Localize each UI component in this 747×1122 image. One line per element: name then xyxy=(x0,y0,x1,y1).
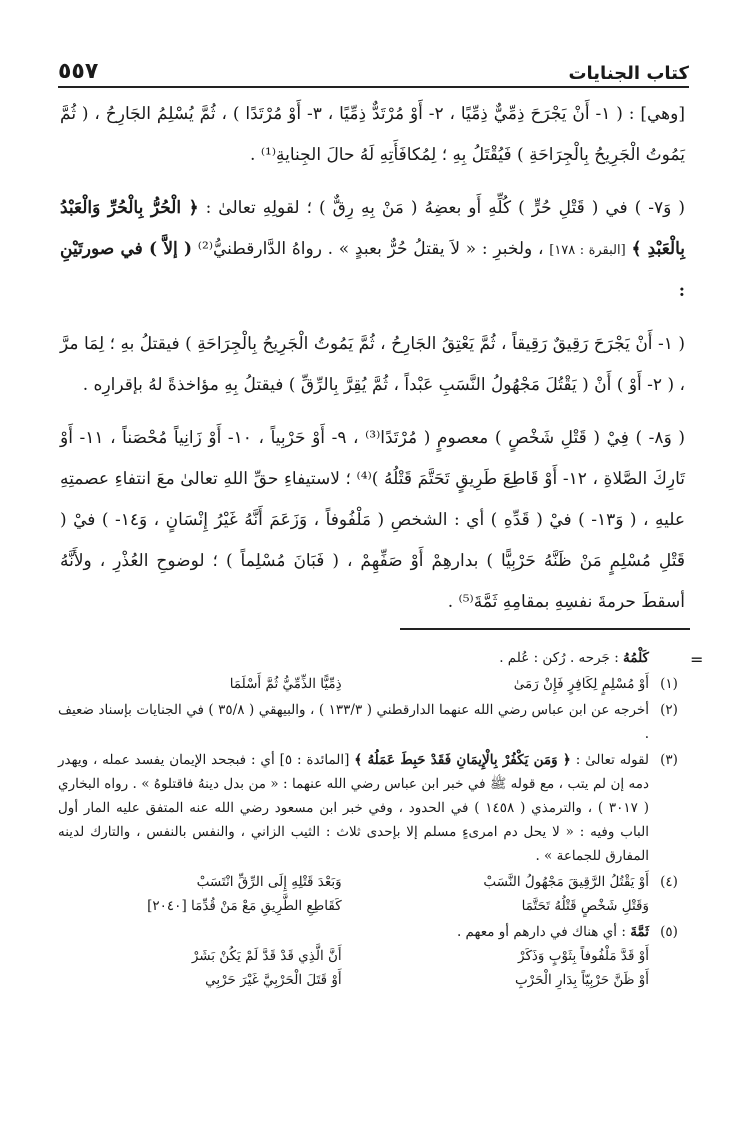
verse-hemistich: أَوْ ظَنَّ حَرْبِيّاً بِدَارِ الْحَرْبِ xyxy=(514,972,649,988)
verse-hemistich: وَبَعْدَ قَتْلِهِ إِلَى الرِّقِّ انْتَسَبْ xyxy=(196,874,342,890)
paragraph-2 xyxy=(60,188,685,312)
page-number: ٥٥٧ xyxy=(58,59,99,84)
paragraph-1: [وهي] : ( ١- أَنْ يَجْرَحَ ذِمِّيٌّ ذِمِّيًا ، ٢- أَوْ مُرْتَدٌّ ذِمِّيًا ، ٣- أَوْ مُرْتَدًا ) ، ثُمَّ يُسْلِمُ الجَارِحُ ، ( ثُمَّ يَمُوتُ الْجَرِيحُ بِالْجِرَاحَةِ ) فَيُقْتَلُ بِهِ ؛ لِمُكافَأَتِهِ لَهُ حالَ الجِنايةِ⁽¹⁾ . xyxy=(60,104,685,165)
header-rule xyxy=(58,86,689,88)
verse-line xyxy=(58,870,649,894)
page-header xyxy=(58,52,689,84)
verse-hemistich: أَنَّ الَّذِي قَدْ قَدَّ لَمْ يَكُنْ بَشَرْ xyxy=(191,948,342,964)
footnote-number: (٢) xyxy=(660,702,678,718)
footnote-text: [المائدة : ٥] أي : فبجحد الإيمان يفسد عمله ، ويهدر دمه إن لم يتب ، مع قوله ﷺ في خبر ابن عباس رضي الله عنهما : « من بدل دينهُ فاقتلوهُ » . رواه البخاري ( ٣٠١٧ ) ، والترمذي ( ١٤٥٨ ) في الحدود ، وفي خبر ابن مسعود رضي الله عنه المتفق عليه المار أول الباب وفيه : « لا يحل دم امرىءٍ مسلم إلا بإحدى ثلاث : الثيب الزاني ، والنفس بالنفس ، والتارك لدينه المفارق للجماعة » . xyxy=(58,752,649,864)
verse-hemistich: أَوْ قَتَلَ الْحَرْبِيَّ غَيْرَ حَرْبِي xyxy=(205,972,342,988)
quran-verse: ﴿ وَمَن يَكْفُرْ بِالْإِيمَانِ فَقَدْ حَبِطَ عَمَلُهُ ﴾ xyxy=(354,752,571,768)
footnote-number: (٣) xyxy=(660,752,678,768)
quran-ref: [البقرة : ١٧٨] xyxy=(549,243,626,258)
footnote-5 xyxy=(58,920,689,992)
verse-hemistich: أَوْ قَدَّ مَلْفُوفاً بِثَوْبٍ وَذَكَرْ xyxy=(518,948,649,964)
footnote-number: (٤) xyxy=(660,874,678,890)
verse-line xyxy=(58,894,649,918)
verse-hemistich: أَوْ يَقْتُلُ الرَّقِيقَ مَجْهُولُ النَّسَبْ xyxy=(483,874,649,890)
verse-hemistich: كَقَاطِعِ الطَّرِيقِ مَعْ مَنْ قُدِّمَا [٢٠٤٠] xyxy=(147,898,342,914)
footnote-3 xyxy=(58,748,689,868)
footnotes xyxy=(58,646,689,994)
footnote-rule xyxy=(400,628,690,630)
verse-line xyxy=(58,672,649,696)
verse-hemistich: ذِمِّيًّا الذِّمِّيُّ ثُمَّ أَسْلَمَا xyxy=(229,676,342,692)
continuation-mark: = xyxy=(690,650,704,669)
footnote-text: أخرجه عن ابن عباس رضي الله عنهما الدارقطني ( ١٣٣/٣ ) ، والبيهقي ( ٣٥/٨ ) في الجنايات بإسناد ضعيف . xyxy=(58,702,649,742)
footnote-4 xyxy=(58,870,689,918)
footnote-1 xyxy=(58,672,689,696)
verse-line xyxy=(58,968,649,992)
paragraph-2-a: ( وَ٧- ) في ( قَتْلِ حُرٍّ ) كُلِّهِ أَو بعضِهُ ( مَنْ بِهِ رِقٌّ ) ؛ لقولِهِ تعالىٰ : xyxy=(205,198,685,218)
main-text xyxy=(60,94,685,635)
book-title: كتاب الجنايات xyxy=(568,63,689,84)
footnote-text: : أي هناك في دارهم أو معهم . xyxy=(456,924,626,940)
footnote-number: (٥) xyxy=(660,924,678,940)
footnote-text: لقوله تعالىٰ : xyxy=(575,752,650,768)
verse-hemistich: أَوْ مُسْلِمٍ لِكَافِرٍ فَإِنْ رَمَىٰ xyxy=(513,676,649,692)
paragraph-2-c: ( إلاَّ ) في صورتَيْنِ : xyxy=(60,239,685,301)
gloss-keyword: ثَمَّةَ xyxy=(630,924,649,940)
paragraph-3: ( ١- أَنْ يَجْرَحَ رَقِيقٌ رَقِيقاً ، ثُمَّ يَعْتِقُ الجَارِحُ ، ثُمَّ يَمُوتُ الْجَرِيحُ بِالْجِرَاحَةِ ) فيقتلُ بهِ ؛ لِمَا مرَّ ، ( ٢- أَوْ ) أَنْ ( يَقْتُلَ مَجْهُولُ النَّسَبِ عَبْداً ، ثُمَّ يُقِرَّ بِالرِّقِّ ) فيقتلُ بِهِ مؤاخذةً لهُ بإقرارِه . xyxy=(60,334,685,395)
footnote-2 xyxy=(58,698,689,746)
gloss-text: : جَرحه . رُكن : عُلم . xyxy=(499,650,619,666)
quran-verse: ﴿ الْحُرُّ بِالْحُرِّ وَالْعَبْدُ بِالْعَبْدِ ﴾ xyxy=(60,198,686,259)
verse-hemistich: وَقَتْلِ شَخْصٍ قَتْلُهُ تَحَتَّمَا xyxy=(521,898,649,914)
gloss-keyword: كَلْمُهُ xyxy=(623,650,649,666)
footnote-number: (١) xyxy=(660,676,678,692)
paragraph-4: ( وَ٨- ) فِيْ ( قَتْلِ شَخْصٍ ) معصومٍ ( مُرْتَدًا⁽³⁾ ، ٩- أَوْ حَرْبِياً ، ١٠- أَوْ زَانِياً مُحْصَناً ، ١١- أَوْ تَارِكَ الصَّلاةِ ، ١٢- أَوْ قَاطِعَ طَرِيقٍ تَحَتَّمَ قَتْلُهُ )⁽⁴⁾ ؛ لاستيفاءِ حقِّ اللهِ تعالىٰ معَ انتفاءِ عصمتِهِ عليهِ ، ( وَ١٣- ) فيْ ( قَدِّهِ ) أي : الشخصِ ( مَلْفُوفاً ، وَزَعَمَ أَنَّهُ غَيْرُ إِنْسَانٍ ، وَ١٤- ) فيْ ( قَتْلِ مُسْلِمٍ مَنْ ظَنَّهُ حَرْبِيًّا ) بدارهِمْ أَوْ صَفِّهِمْ ، ( فَبَانَ مُسْلِماً ) ؛ لوضوحِ العُذْرِ ، ولأَنَّهُ أسقطَ حرمةَ نفسِهِ بمقامِهِ ثَمَّةَ⁽⁵⁾ . xyxy=(60,428,685,612)
footnote-gloss xyxy=(58,646,689,670)
verse-line xyxy=(58,944,649,968)
paragraph-2-b: ، ولخبرِ : « لاَ يقتلُ حُرٌّ بعبدٍ » . رواهُ الدَّارقطنيُّ⁽²⁾ xyxy=(197,239,544,259)
